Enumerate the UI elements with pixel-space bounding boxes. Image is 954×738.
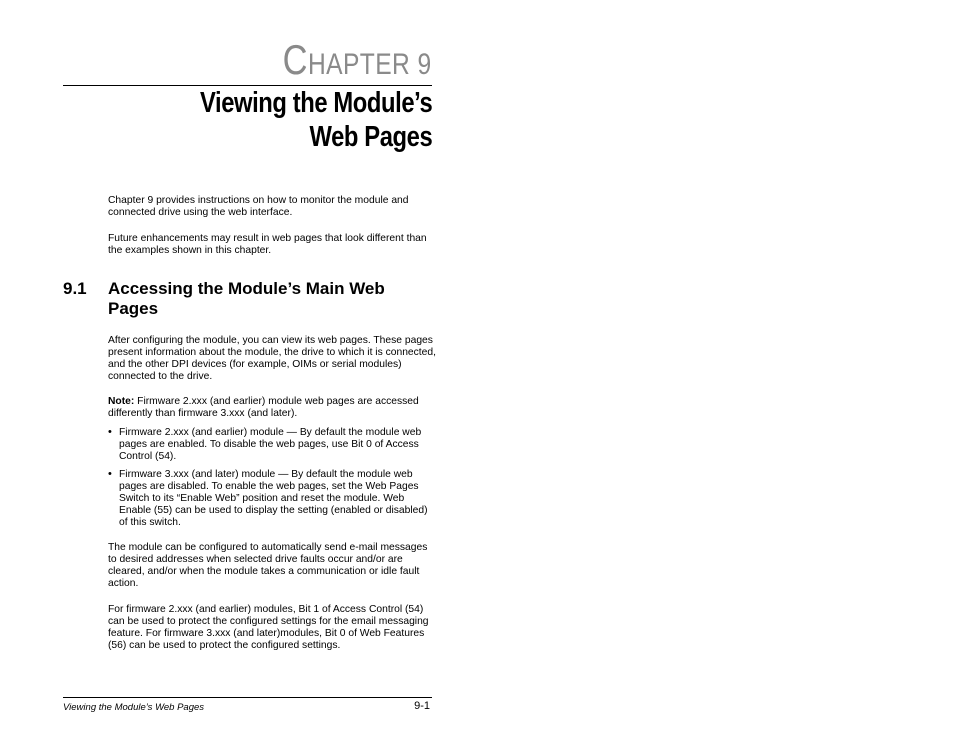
bullet-text: Firmware 2.xxx (and earlier) module — By default the module web pages are enabled. To disable the web pages, use Bit 0 of Access Control (54). (119, 427, 422, 462)
intro-paragraph-1: Chapter 9 provides instructions on how to monitor the module and connected drive using the web interface. (108, 195, 409, 218)
footer-rule (63, 697, 432, 698)
bullet-dot-icon: • (108, 426, 112, 438)
section-title: Accessing the Module’s Main Web Pages (108, 279, 385, 318)
footer-title: Viewing the Module’s Web Pages (63, 702, 205, 713)
chapter-title (200, 86, 432, 154)
chapter-title-line1: Viewing the Module’s (199, 87, 432, 119)
intro-paragraph-2: Future enhancements may result in web pages that look different than the examples shown in this chapter. (108, 233, 427, 256)
chapter-label-initial: C (283, 36, 309, 83)
page-number: 9-1 (414, 700, 430, 712)
chapter-label (283, 36, 432, 84)
chapter-title-line2: Web Pages (309, 121, 432, 153)
bullet-text: Firmware 3.xxx (and later) module — By default the module web pages are disabled. To enable the web pages, set the Web Pages Switch to its “Enable Web” position and reset the module. Web Enable (55) can be used to display the setting (enabled or disabled) of this switch. (119, 469, 428, 528)
section-paragraph-1: After configuring the module, you can view its web pages. These pages present information about the module, the drive to which it is connected, and the other DPI devices (for example, OIMs or serial modules) connected to the drive. (108, 335, 436, 382)
note-paragraph (108, 396, 438, 420)
note-label: Note: (108, 396, 135, 407)
chapter-label-rest: HAPTER 9 (308, 48, 432, 81)
note-text: Firmware 2.xxx (and earlier) module web pages are accessed differently than firmware 3.xxx (and later). (108, 396, 419, 419)
bullet-dot-icon: • (108, 468, 112, 480)
section-paragraph-3: For firmware 2.xxx (and earlier) modules, Bit 1 of Access Control (54) can be used to protect the configured settings for the email messaging feature. For firmware 3.xxx (and later)modules, Bit 0 of Web Features (56) can be used to protect the configured settings. (108, 604, 429, 651)
section-number: 9.1 (63, 279, 87, 298)
section-paragraph-2: The module can be configured to automatically send e-mail messages to desired addresses when selected drive faults occur and/or are cleared, and/or when the module takes a communication or idle fault action. (108, 542, 428, 589)
